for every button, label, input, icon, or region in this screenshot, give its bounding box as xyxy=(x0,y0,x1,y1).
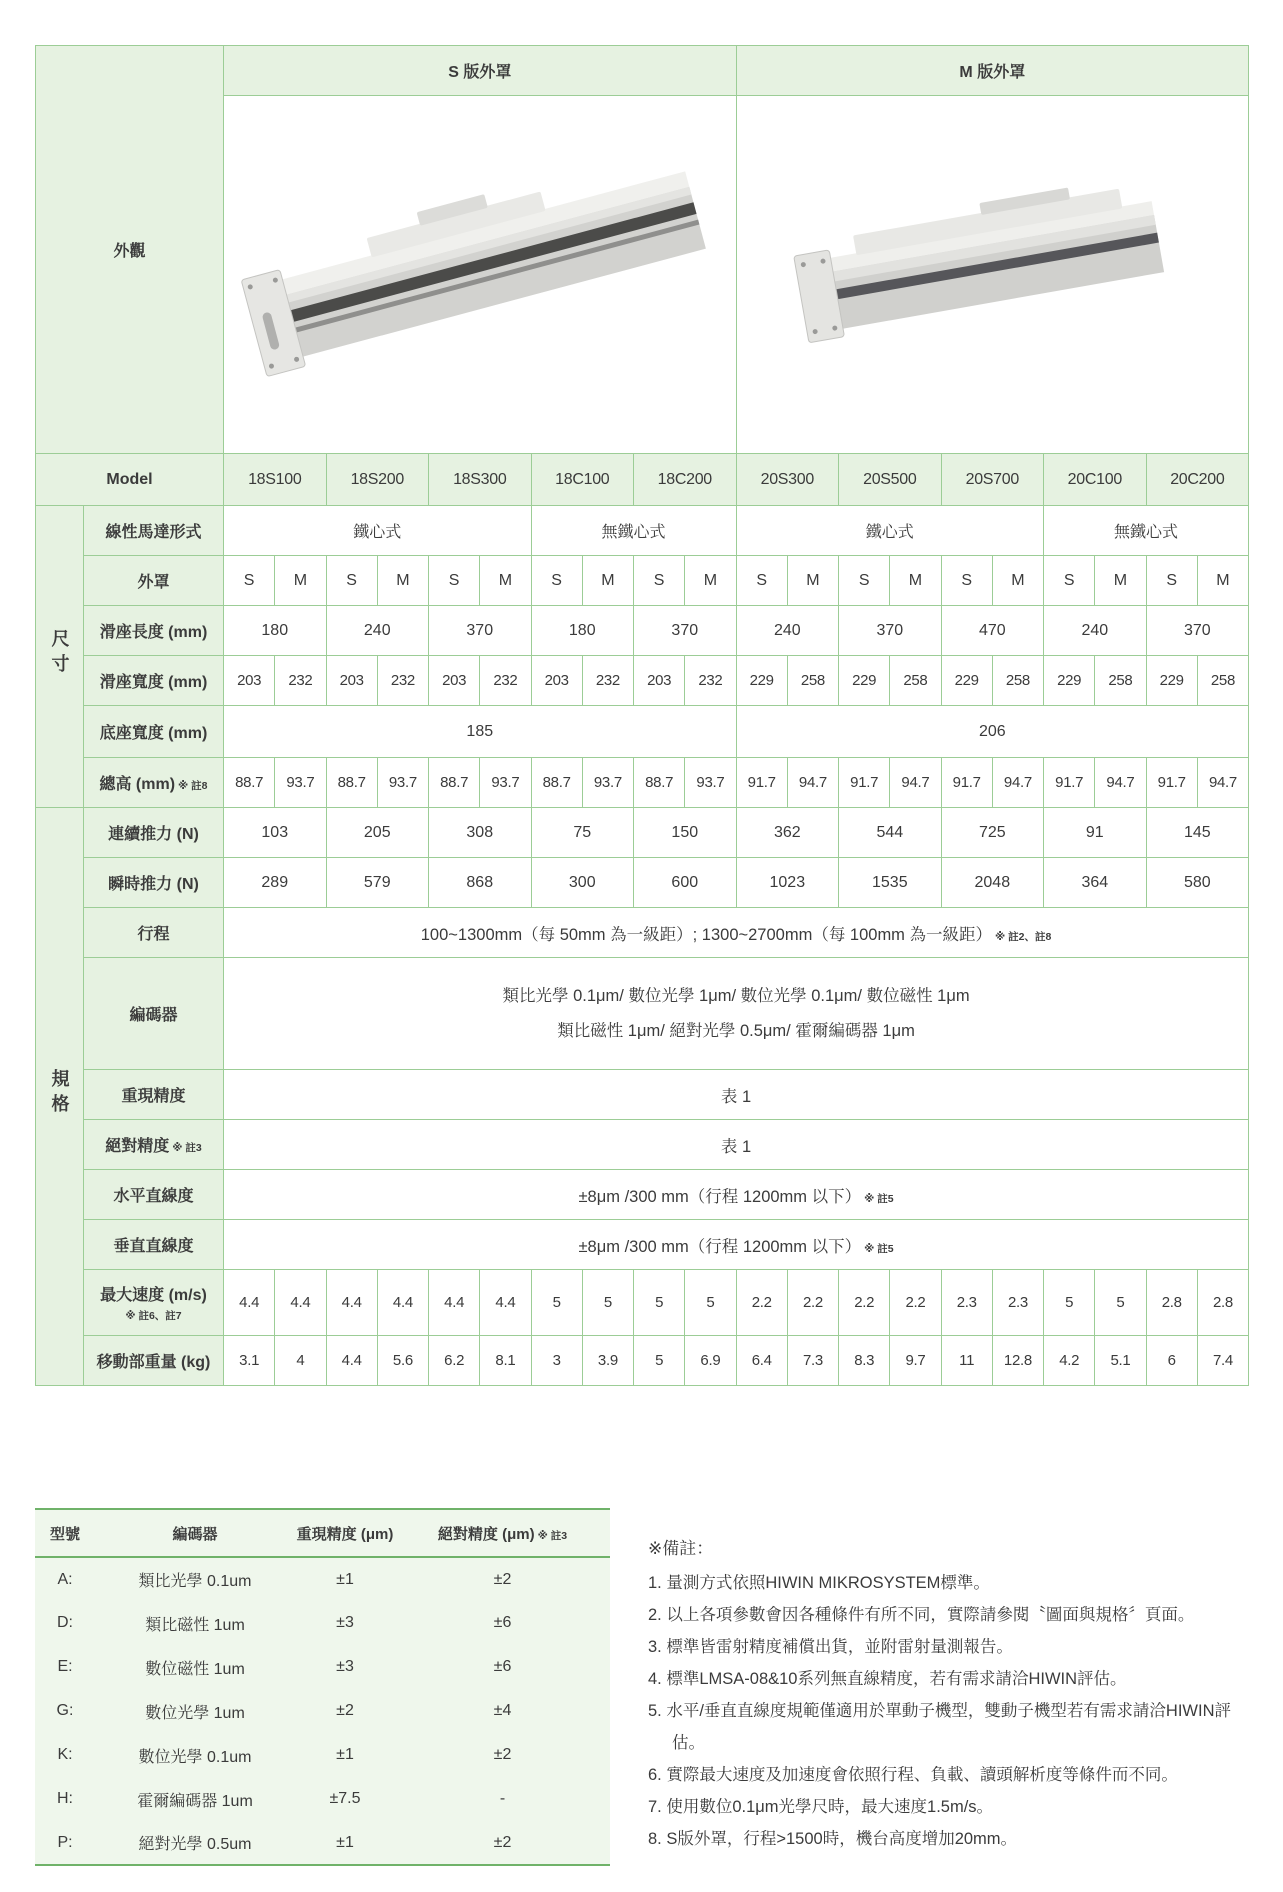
encoder-name: 霍爾編碼器 1um xyxy=(137,1792,253,1810)
encoder-table-header-repeatability: 重現精度 (μm) xyxy=(295,1509,395,1557)
encoder-name: 數位光學 0.1um xyxy=(138,1748,252,1766)
encoder-table-row xyxy=(35,1601,610,1645)
absolute-accuracy-label-note: ※ 註3 xyxy=(172,1142,202,1154)
total-height-cell: 88.7 xyxy=(531,758,582,808)
row-repeatability xyxy=(36,1070,1249,1120)
total-height-cell: 94.7 xyxy=(787,758,838,808)
model-header-cell: 18S200 xyxy=(326,454,429,506)
slider-width-cell: 232 xyxy=(480,656,531,706)
peak-force-cell: 2048 xyxy=(941,858,1044,908)
row-label-absolute-accuracy xyxy=(84,1120,224,1170)
encoder-value-cell xyxy=(224,958,1249,1070)
encoder-name: 數位磁性 1um xyxy=(145,1660,245,1678)
max-speed-cell: 4.4 xyxy=(275,1270,326,1336)
cover-type-cell: S xyxy=(1146,556,1197,606)
motor-type-cell: 鐵心式 xyxy=(224,506,532,556)
absolute-header-text: 絕對精度 (μm) xyxy=(437,1525,535,1543)
row-label-max-speed xyxy=(84,1270,224,1336)
moving-mass-cell: 7.4 xyxy=(1197,1336,1248,1386)
base-width-cell: 185 xyxy=(224,706,737,758)
encoder-code: D: xyxy=(57,1614,73,1631)
moving-mass-cell: 6.4 xyxy=(736,1336,787,1386)
moving-mass-cell: 5.1 xyxy=(1095,1336,1146,1386)
moving-mass-cell: 8.1 xyxy=(480,1336,531,1386)
slider-length-cell: 240 xyxy=(326,606,429,656)
encoder-options-line1: 類比光學 0.1μm/ 數位光學 1μm/ 數位光學 0.1μm/ 數位磁性 1μm xyxy=(502,987,970,1005)
stroke-note: ※ 註2、註8 xyxy=(995,930,1052,943)
encoder-absolute: ±2 xyxy=(493,1746,512,1763)
moving-mass-cell: 5.6 xyxy=(377,1336,428,1386)
cover-type-cell: M xyxy=(275,556,326,606)
m-cover-header: M 版外罩 xyxy=(736,46,1249,96)
note-item-1: 1. 量測方式依照HIWIN MIKROSYSTEM標準。 xyxy=(648,1574,990,1592)
model-header-cell: 20C100 xyxy=(1044,454,1147,506)
total-height-cell: 91.7 xyxy=(941,758,992,808)
max-speed-cell: 2.2 xyxy=(839,1270,890,1336)
encoder-table-header-code: 型號 xyxy=(35,1509,95,1557)
model-header-cell: 20C200 xyxy=(1146,454,1249,506)
max-speed-cell: 4.4 xyxy=(429,1270,480,1336)
slider-width-cell: 232 xyxy=(582,656,633,706)
max-speed-label-note: ※ 註6、註7 xyxy=(125,1310,182,1322)
encoder-table-header-absolute xyxy=(395,1509,610,1557)
moving-mass-cell: 9.7 xyxy=(890,1336,941,1386)
row-encoder xyxy=(36,958,1249,1070)
row-max-speed xyxy=(36,1270,1249,1336)
row-horizontal-straightness xyxy=(36,1170,1249,1220)
row-label-cover: 外罩 xyxy=(84,556,224,606)
motor-type-cell: 無鐵心式 xyxy=(531,506,736,556)
cover-type-cell: M xyxy=(890,556,941,606)
total-height-cell: 91.7 xyxy=(839,758,890,808)
slider-width-cell: 229 xyxy=(1044,656,1095,706)
slider-length-cell: 240 xyxy=(736,606,839,656)
slider-width-cell: 203 xyxy=(224,656,275,706)
moving-mass-cell: 12.8 xyxy=(992,1336,1043,1386)
encoder-table-header-encoder: 編碼器 xyxy=(95,1509,295,1557)
encoder-table-row xyxy=(35,1821,610,1865)
encoder-table-row xyxy=(35,1777,610,1821)
total-height-cell: 93.7 xyxy=(582,758,633,808)
stroke-value-cell xyxy=(224,908,1249,958)
model-header-cell: 18C100 xyxy=(531,454,634,506)
total-height-cell: 94.7 xyxy=(1095,758,1146,808)
peak-force-cell: 300 xyxy=(531,858,634,908)
total-height-cell: 93.7 xyxy=(480,758,531,808)
base-width-cell: 206 xyxy=(736,706,1249,758)
total-height-label-note: ※ 註8 xyxy=(178,780,208,792)
encoder-table-row xyxy=(35,1557,610,1601)
row-moving-mass xyxy=(36,1336,1249,1386)
encoder-name: 絕對光學 0.5um xyxy=(95,1821,295,1865)
absolute-header-note: ※ 註3 xyxy=(537,1529,568,1542)
moving-mass-cell: 3 xyxy=(531,1336,582,1386)
model-header-cell: 20S700 xyxy=(941,454,1044,506)
cover-type-cell: M xyxy=(787,556,838,606)
max-speed-cell: 2.3 xyxy=(941,1270,992,1336)
slider-length-cell: 370 xyxy=(839,606,942,656)
continuous-force-cell: 544 xyxy=(839,808,942,858)
slider-width-cell: 258 xyxy=(890,656,941,706)
encoder-absolute: ±4 xyxy=(493,1702,512,1719)
max-speed-cell: 2.8 xyxy=(1197,1270,1248,1336)
encoder-table-row xyxy=(35,1733,610,1777)
cover-type-cell: S xyxy=(736,556,787,606)
encoder-options-line2: 類比磁性 1μm/ 絕對光學 0.5μm/ 霍爾編碼器 1μm xyxy=(557,1021,915,1040)
model-header-cell: 20S300 xyxy=(736,454,839,506)
moving-mass-cell: 4.2 xyxy=(1044,1336,1095,1386)
cover-type-cell: M xyxy=(377,556,428,606)
row-label-base-width: 底座寬度 (mm) xyxy=(84,706,224,758)
continuous-force-cell: 75 xyxy=(531,808,634,858)
group-label-dimensions xyxy=(36,506,84,808)
moving-mass-cell: 4 xyxy=(275,1336,326,1386)
model-header-cell: 20S500 xyxy=(839,454,942,506)
total-height-cell: 88.7 xyxy=(429,758,480,808)
total-height-cell: 94.7 xyxy=(890,758,941,808)
moving-mass-cell: 5 xyxy=(634,1336,685,1386)
note-item-6: 6. 實際最大速度及加速度會依照行程、負載、讀頭解析度等條件而不同。 xyxy=(648,1766,1178,1784)
encoder-name: 類比光學 0.1um xyxy=(138,1573,252,1590)
moving-mass-cell: 6.9 xyxy=(685,1336,736,1386)
encoder-absolute: - xyxy=(499,1790,506,1807)
moving-mass-cell: 6 xyxy=(1146,1336,1197,1386)
encoder-code: E: xyxy=(57,1658,73,1675)
product-image-m-cover xyxy=(736,96,1249,454)
slider-width-cell: 229 xyxy=(1146,656,1197,706)
max-speed-cell: 2.2 xyxy=(736,1270,787,1336)
encoder-repeatability: ±3 xyxy=(336,1658,354,1675)
cover-type-cell: M xyxy=(992,556,1043,606)
continuous-force-cell: 308 xyxy=(429,808,532,858)
moving-mass-cell: 3.1 xyxy=(224,1336,275,1386)
cover-type-cell: S xyxy=(634,556,685,606)
row-label-total-height xyxy=(84,758,224,808)
max-speed-cell: 4.4 xyxy=(377,1270,428,1336)
model-label: Model xyxy=(36,454,224,506)
total-height-cell: 93.7 xyxy=(275,758,326,808)
vertical-straightness-value-cell xyxy=(224,1220,1249,1270)
max-speed-cell: 4.4 xyxy=(224,1270,275,1336)
peak-force-cell: 868 xyxy=(429,858,532,908)
cover-type-cell: M xyxy=(685,556,736,606)
row-total-height xyxy=(36,758,1249,808)
encoder-repeatability: ±2 xyxy=(336,1702,354,1719)
total-height-cell: 91.7 xyxy=(1044,758,1095,808)
total-height-cell: 91.7 xyxy=(1146,758,1197,808)
encoder-name: 數位光學 1um xyxy=(145,1704,245,1722)
m-cover-stage-illustration xyxy=(742,110,1242,440)
s-cover-stage-illustration xyxy=(230,110,730,440)
max-speed-cell: 2.8 xyxy=(1146,1270,1197,1336)
slider-width-cell: 258 xyxy=(1197,656,1248,706)
encoder-code: G: xyxy=(56,1702,74,1719)
row-motor-type xyxy=(36,506,1249,556)
horizontal-straightness-text: ±8μm /300 mm（行程 1200mm 以下） xyxy=(578,1187,862,1206)
continuous-force-cell: 103 xyxy=(224,808,327,858)
encoder-code: H: xyxy=(57,1790,73,1807)
encoder-repeatability: ±1 xyxy=(295,1821,395,1865)
slider-width-cell: 229 xyxy=(736,656,787,706)
model-header-cell: 18C200 xyxy=(634,454,737,506)
repeatability-text: 表 1 xyxy=(720,1087,752,1106)
max-speed-cell: 5 xyxy=(1095,1270,1146,1336)
s-cover-header: S 版外罩 xyxy=(224,46,737,96)
max-speed-cell: 5 xyxy=(582,1270,633,1336)
max-speed-cell: 2.2 xyxy=(890,1270,941,1336)
row-label-encoder: 編碼器 xyxy=(84,958,224,1070)
slider-length-cell: 370 xyxy=(429,606,532,656)
cover-header-row xyxy=(36,46,1249,96)
encoder-table-row xyxy=(35,1645,610,1689)
row-slider-length xyxy=(36,606,1249,656)
appearance-label: 外觀 xyxy=(36,46,224,454)
peak-force-cell: 580 xyxy=(1146,858,1249,908)
row-label-repeatability: 重現精度 xyxy=(84,1070,224,1120)
encoder-absolute: ±2 xyxy=(395,1821,610,1865)
continuous-force-cell: 91 xyxy=(1044,808,1147,858)
horizontal-straightness-note: ※ 註5 xyxy=(864,1192,894,1205)
total-height-cell: 91.7 xyxy=(736,758,787,808)
note-item-3: 3. 標準皆雷射精度補償出貨，並附雷射量測報告。 xyxy=(648,1638,1013,1656)
row-stroke xyxy=(36,908,1249,958)
cover-type-cell: S xyxy=(429,556,480,606)
model-row xyxy=(36,454,1249,506)
total-height-cell: 94.7 xyxy=(1197,758,1248,808)
max-speed-cell: 5 xyxy=(634,1270,685,1336)
group-label-specs xyxy=(36,808,84,1386)
row-label-motor-type: 線性馬達形式 xyxy=(84,506,224,556)
horizontal-straightness-value-cell xyxy=(224,1170,1249,1220)
moving-mass-cell: 11 xyxy=(941,1336,992,1386)
moving-mass-cell: 7.3 xyxy=(787,1336,838,1386)
slider-length-cell: 470 xyxy=(941,606,1044,656)
continuous-force-cell: 725 xyxy=(941,808,1044,858)
slider-length-cell: 370 xyxy=(1146,606,1249,656)
max-speed-cell: 2.3 xyxy=(992,1270,1043,1336)
total-height-cell: 88.7 xyxy=(326,758,377,808)
note-item-7: 7. 使用數位0.1μm光學尺時，最大速度1.5m/s。 xyxy=(648,1798,994,1816)
encoder-accuracy-table xyxy=(35,1508,610,1866)
row-label-vertical-straightness: 垂直直線度 xyxy=(84,1220,224,1270)
cover-type-cell: M xyxy=(1095,556,1146,606)
slider-width-cell: 232 xyxy=(685,656,736,706)
max-speed-cell: 4.4 xyxy=(480,1270,531,1336)
max-speed-cell: 5 xyxy=(531,1270,582,1336)
cover-type-cell: S xyxy=(224,556,275,606)
slider-width-cell: 258 xyxy=(1095,656,1146,706)
total-height-cell: 93.7 xyxy=(685,758,736,808)
max-speed-cell: 5 xyxy=(1044,1270,1095,1336)
total-height-cell: 88.7 xyxy=(224,758,275,808)
cover-type-cell: M xyxy=(1197,556,1248,606)
slider-width-cell: 258 xyxy=(992,656,1043,706)
peak-force-cell: 579 xyxy=(326,858,429,908)
encoder-code: K: xyxy=(57,1746,73,1763)
encoder-name: 類比磁性 1um xyxy=(145,1616,245,1634)
continuous-force-cell: 145 xyxy=(1146,808,1249,858)
row-label-peak-force: 瞬時推力 (N) xyxy=(84,858,224,908)
cover-type-cell: S xyxy=(531,556,582,606)
motor-type-cell: 無鐵心式 xyxy=(1044,506,1249,556)
row-absolute-accuracy xyxy=(36,1120,1249,1170)
vertical-straightness-note: ※ 註5 xyxy=(864,1242,894,1255)
max-speed-cell: 5 xyxy=(685,1270,736,1336)
row-base-width xyxy=(36,706,1249,758)
slider-length-cell: 180 xyxy=(531,606,634,656)
dimensions-group-text: 尺寸 xyxy=(49,629,70,679)
encoder-table-header-row xyxy=(35,1509,610,1557)
specs-group-text: 規格 xyxy=(49,1069,70,1119)
continuous-force-cell: 362 xyxy=(736,808,839,858)
moving-mass-cell: 6.2 xyxy=(429,1336,480,1386)
cover-type-cell: S xyxy=(941,556,992,606)
encoder-repeatability: ±1 xyxy=(336,1746,354,1763)
encoder-code: A: xyxy=(57,1570,73,1588)
moving-mass-cell: 3.9 xyxy=(582,1336,633,1386)
encoder-absolute: ±6 xyxy=(493,1658,512,1675)
slider-width-cell: 203 xyxy=(326,656,377,706)
cover-type-cell: M xyxy=(480,556,531,606)
cover-type-cell: S xyxy=(1044,556,1095,606)
max-speed-cell: 4.4 xyxy=(326,1270,377,1336)
peak-force-cell: 1535 xyxy=(839,858,942,908)
peak-force-cell: 364 xyxy=(1044,858,1147,908)
slider-width-cell: 229 xyxy=(839,656,890,706)
continuous-force-cell: 205 xyxy=(326,808,429,858)
slider-width-cell: 203 xyxy=(634,656,685,706)
max-speed-label-text: 最大速度 (m/s) xyxy=(100,1287,207,1304)
absolute-accuracy-label-text: 絕對精度 xyxy=(105,1138,170,1155)
product-spec-table xyxy=(35,45,1249,1386)
row-label-continuous-force: 連續推力 (N) xyxy=(84,808,224,858)
absolute-accuracy-value-cell xyxy=(224,1120,1249,1170)
moving-mass-cell: 8.3 xyxy=(839,1336,890,1386)
peak-force-cell: 1023 xyxy=(736,858,839,908)
vertical-straightness-text: ±8μm /300 mm（行程 1200mm 以下） xyxy=(578,1237,862,1256)
max-speed-cell: 2.2 xyxy=(787,1270,838,1336)
notes-section xyxy=(648,1508,1233,1855)
row-vertical-straightness xyxy=(36,1220,1249,1270)
cover-type-cell: M xyxy=(582,556,633,606)
row-slider-width xyxy=(36,656,1249,706)
encoder-repeatability: ±7.5 xyxy=(329,1790,361,1807)
encoder-absolute: ±2 xyxy=(493,1570,512,1588)
row-label-moving-mass: 移動部重量 (kg) xyxy=(84,1336,224,1386)
note-item-2: 2. 以上各項參數會因各種條件有所不同，實際請參閱〝圖面與規格〞頁面。 xyxy=(648,1606,1195,1624)
row-label-horizontal-straightness: 水平直線度 xyxy=(84,1170,224,1220)
slider-width-cell: 232 xyxy=(275,656,326,706)
note-item-8: 8. S版外罩，行程>1500時，機台高度增加20mm。 xyxy=(648,1830,1018,1848)
moving-mass-cell: 4.4 xyxy=(326,1336,377,1386)
motor-type-cell: 鐵心式 xyxy=(736,506,1044,556)
slider-length-cell: 180 xyxy=(224,606,327,656)
row-label-slider-width: 滑座寬度 (mm) xyxy=(84,656,224,706)
stroke-text: 100~1300mm（每 50mm 為一級距）; 1300~2700mm（每 100mm 為一級距） xyxy=(420,925,993,944)
repeatability-value-cell xyxy=(224,1070,1249,1120)
bottom-section xyxy=(35,1508,1248,1866)
row-continuous-force xyxy=(36,808,1249,858)
total-height-cell: 93.7 xyxy=(377,758,428,808)
slider-width-cell: 203 xyxy=(531,656,582,706)
product-image-s-cover xyxy=(224,96,737,454)
row-cover xyxy=(36,556,1249,606)
slider-width-cell: 232 xyxy=(377,656,428,706)
slider-length-cell: 240 xyxy=(1044,606,1147,656)
slider-width-cell: 203 xyxy=(429,656,480,706)
encoder-code: P: xyxy=(35,1821,95,1865)
encoder-repeatability: ±1 xyxy=(336,1570,354,1588)
slider-width-cell: 258 xyxy=(787,656,838,706)
total-height-label-text: 總高 (mm) xyxy=(99,776,176,793)
row-peak-force xyxy=(36,858,1249,908)
encoder-table-row xyxy=(35,1689,610,1733)
slider-width-cell: 229 xyxy=(941,656,992,706)
note-item-4: 4. 標準LMSA-08&10系列無直線精度，若有需求請洽HIWIN評估。 xyxy=(648,1670,1127,1688)
note-item-5: 5. 水平/垂直直線度規範僅適用於單動子機型，雙動子機型若有需求請洽HIWIN評估。 xyxy=(648,1702,1232,1752)
cover-type-cell: S xyxy=(326,556,377,606)
notes-title: ※備註： xyxy=(648,1539,714,1558)
encoder-absolute: ±6 xyxy=(493,1614,512,1631)
total-height-cell: 94.7 xyxy=(992,758,1043,808)
model-header-cell: 18S100 xyxy=(224,454,327,506)
total-height-cell: 88.7 xyxy=(634,758,685,808)
peak-force-cell: 600 xyxy=(634,858,737,908)
peak-force-cell: 289 xyxy=(224,858,327,908)
slider-length-cell: 370 xyxy=(634,606,737,656)
absolute-accuracy-text: 表 1 xyxy=(720,1137,752,1156)
row-label-slider-length: 滑座長度 (mm) xyxy=(84,606,224,656)
cover-type-cell: S xyxy=(839,556,890,606)
row-label-stroke: 行程 xyxy=(84,908,224,958)
model-header-cell: 18S300 xyxy=(429,454,532,506)
encoder-repeatability: ±3 xyxy=(336,1614,354,1631)
continuous-force-cell: 150 xyxy=(634,808,737,858)
